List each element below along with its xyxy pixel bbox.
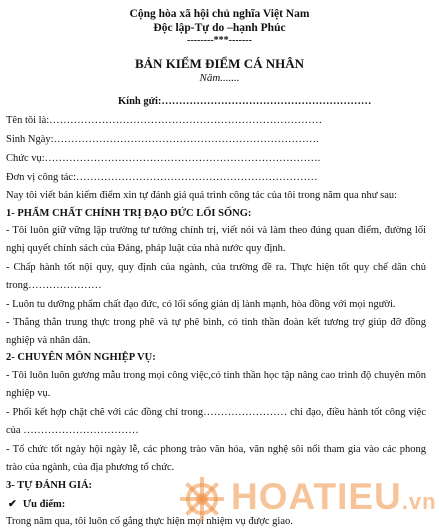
- intro-text: Nay tôi viết bản kiểm điểm xin tự đánh giá quá trình công tác của tôi trong năm qua như sau:: [6, 190, 398, 201]
- strengths-subheading: [8, 498, 65, 510]
- strengths-label: Ưu điểm:: [22, 499, 66, 510]
- section1-paragraph-3: - Luôn tu dưỡng phẩm chất đạo đức, có lối sống giản dị lành mạnh, hòa đồng với mọi người.: [6, 299, 396, 310]
- section3-heading: 3- TỰ ĐÁNH GIÁ:: [6, 480, 93, 491]
- field-name: Tên tôi là:……………………………………………………………………: [6, 115, 323, 126]
- ship-wheel-icon: [177, 474, 227, 524]
- document-title: BẢN KIỂM ĐIỂM CÁ NHÂN: [135, 56, 304, 71]
- section1-paragraph-1: - Tôi luôn giữ vững lập trường tư tưởng chính trị, viết nói và làm theo đúng quan điểm, đường lối nghị quyết chính sách của Đảng, pháp luật của nhà nước quy định.: [6, 225, 426, 254]
- hoatieu-watermark: [175, 472, 439, 528]
- watermark-text: HOATIEU.vn: [231, 476, 437, 517]
- checkmark-icon: ✔: [8, 499, 17, 510]
- recipient-line: Kính gửi:……………………………………………………: [118, 96, 372, 107]
- section2-paragraph-2: - Phối kết hợp chặt chẽ với các đồng chí trong…………………… chỉ đạo, điều hành tốt công việc của ……………………………: [6, 407, 426, 436]
- header-country: Cộng hòa xã hội chủ nghĩa Việt Nam: [129, 8, 310, 20]
- field-birthdate: Sinh Ngày:………………………………………………………………….: [6, 134, 319, 145]
- section1-heading: 1- PHẨM CHẤT CHÍNH TRỊ ĐẠO ĐỨC LỐI SỐNG:: [6, 208, 252, 219]
- section3-paragraph-1: Trong năm qua, tôi luôn cố gắng thực hiện mọi nhiệm vụ được giao.: [6, 516, 293, 527]
- section1-paragraph-2: - Chấp hành tốt nội quy, quy định của ngành, của trường đề ra. Thực hiện tốt quy chế dân chủ trong…………………: [6, 262, 426, 291]
- year-line: Năm.......: [199, 72, 240, 84]
- field-position: Chức vụ:…………………………………………………………………….: [6, 153, 321, 164]
- header-separator: --------***-------: [187, 35, 252, 46]
- section2-paragraph-3: - Tổ chức tốt ngày hội ngày lễ, các phong trào văn hóa, văn nghệ sôi nổi tham gia vào các phong trào của ngành, của địa phương tổ chức.: [6, 444, 426, 473]
- section2-heading: 2- CHUYÊN MÔN NGHIỆP VỤ:: [6, 352, 156, 363]
- section2-paragraph-1: - Tôi luôn luôn gương mẫu trong mọi công việc,có tinh thần học tập nâng cao trình độ chuyên môn nghiệp vụ.: [6, 370, 426, 399]
- header-motto: Độc lập-Tự do –hạnh Phúc: [153, 22, 286, 34]
- section1-paragraph-4: - Thẳng thắn trung thực trong phê và tự phê bình, có tinh thần đoàn kết tương trợ giúp đỡ đồng nghiệp và nhân dân.: [6, 317, 426, 346]
- field-workplace: Đơn vị công tác:……………………………………………………………: [6, 172, 318, 183]
